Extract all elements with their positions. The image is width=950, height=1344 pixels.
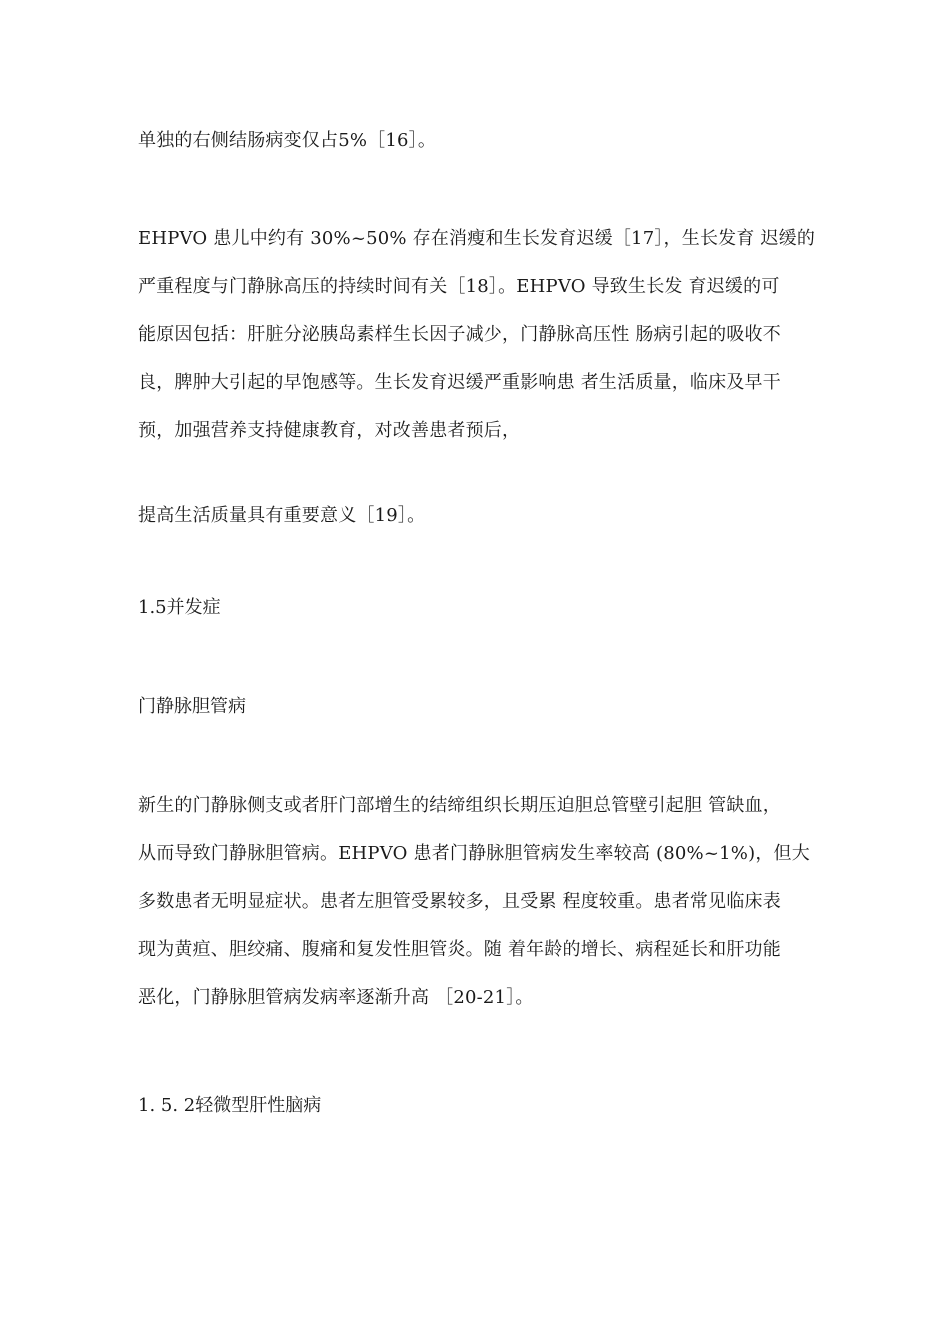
section-heading-complications: 1.5并发症 bbox=[138, 597, 221, 618]
paragraph-portal-biliopathy bbox=[138, 782, 828, 1022]
paragraph-colon-lesion bbox=[138, 117, 828, 165]
text-line: 能原因包括：肝脏分泌胰岛素样生长因子减少，门静脉高压性 肠病引起的吸收不 bbox=[138, 324, 781, 345]
text-line: 提高生活质量具有重要意义［19］。 bbox=[138, 505, 426, 526]
text-line: 现为黄疸、胆绞痛、腹痛和复发性胆管炎。随 着年龄的增长、病程延长和肝功能 bbox=[138, 939, 781, 960]
text-line: 预，加强营养支持健康教育，对改善患者预后， bbox=[138, 420, 521, 441]
text-line: 良，脾肿大引起的早饱感等。生长发育迟缓严重影响患 者生活质量，临床及早干 bbox=[138, 372, 781, 393]
subsection-heading-minimal-hepatic-encephalopathy: 1. 5. 2轻微型肝性脑病 bbox=[138, 1095, 322, 1116]
text-line: 从而导致门静脉胆管病。EHPVO 患者门静脉胆管病发生率较高 (80%~1%)，但大 bbox=[138, 843, 810, 864]
paragraph-quality-of-life bbox=[138, 492, 828, 540]
text-line: 多数患者无明显症状。患者左胆管受累较多，且受累 程度较重。患者常见临床表 bbox=[138, 891, 781, 912]
text-line: 新生的门静脉侧支或者肝门部增生的结缔组织长期压迫胆总管壁引起胆 管缺血， bbox=[138, 795, 781, 816]
text-line: 严重程度与门静脉高压的持续时间有关［18］。EHPVO 导致生长发 育迟缓的可 bbox=[138, 276, 780, 297]
subsection-heading-portal-biliopathy: 门静脉胆管病 bbox=[138, 696, 246, 717]
text-line: 恶化，门静脉胆管病发病率逐渐升高 ［20-21］。 bbox=[138, 987, 534, 1008]
text-line: 单独的右侧结肠病变仅占5%［16］。 bbox=[138, 130, 437, 151]
text-line: EHPVO 患儿中约有 30%~50% 存在消瘦和生长发育迟缓［17］，生长发育 迟缓的 bbox=[138, 228, 816, 249]
paragraph-growth-retardation bbox=[138, 215, 828, 455]
